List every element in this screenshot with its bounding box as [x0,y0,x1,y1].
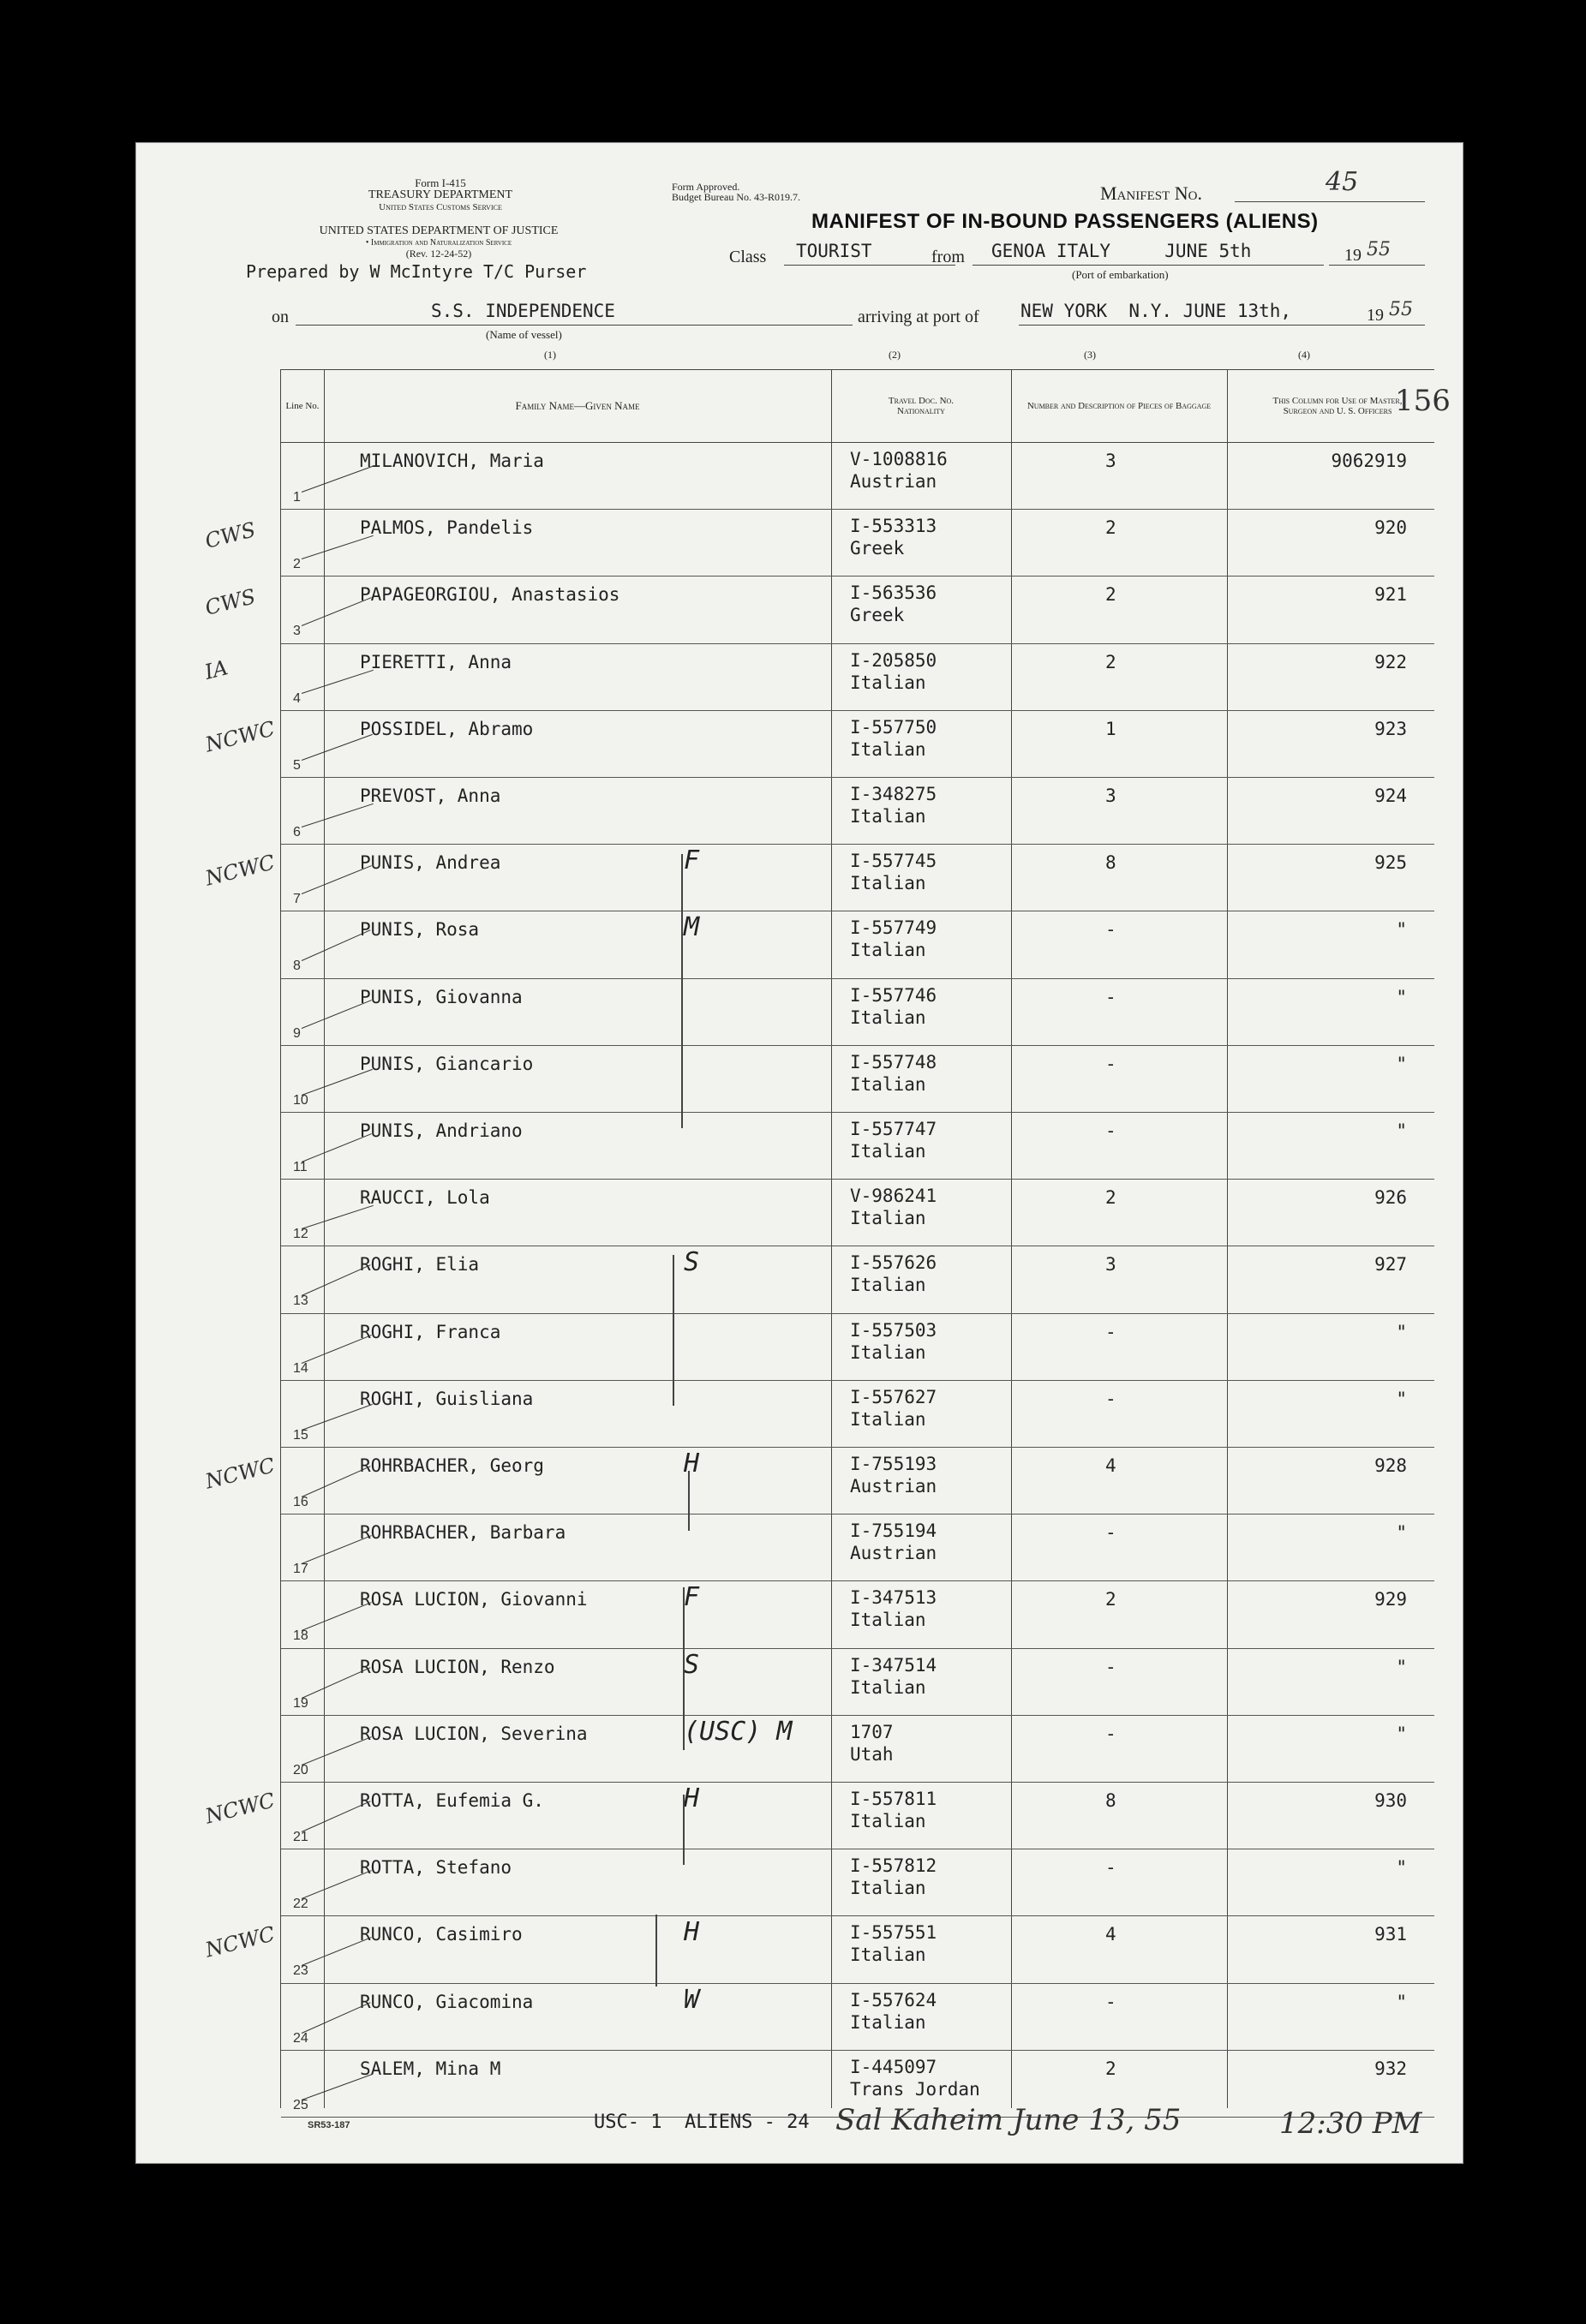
baggage-count: 2 [1105,651,1116,672]
nationality: Italian [850,1275,926,1296]
officer-use-number: 931 [1374,1924,1407,1945]
baggage-count: - [1105,1857,1116,1879]
nationality: Italian [850,2011,926,2033]
baggage-count: 3 [1105,451,1116,471]
manifest-no-label: Manifest No. [1100,182,1202,204]
handwritten-total: 156 [1395,384,1451,418]
travel-doc-number: I-553313 [850,516,937,537]
nationality: Austrian [850,1543,937,1564]
family-relation-mark: W [684,1984,700,2015]
nationality: Italian [850,1408,926,1430]
passenger-name: PUNIS, Giancario [360,1053,534,1074]
line-number: 12 [293,1227,308,1242]
table-row [281,1514,1434,1581]
manifest-no-underline [1235,201,1425,202]
vessel-name: S.S. INDEPENDENCE [431,301,615,321]
passenger-name: ROGHI, Franca [360,1321,501,1342]
footer-signature: Sal Kaheim June 13, 55 [835,2103,1182,2137]
travel-doc-number: I-557626 [850,1252,937,1274]
nationality: Italian [850,1073,926,1095]
on-label: on [272,308,289,326]
officer-use-number: " [1396,1723,1407,1744]
travel-doc-number: I-557812 [850,1855,937,1877]
passenger-table [280,369,1451,2112]
nationality: Italian [850,1208,926,1229]
prepared-by: Prepared by W McIntyre T/C Purser [246,261,587,282]
line-number: 2 [293,557,301,572]
check-tick [302,466,373,493]
travel-doc-number: I-348275 [850,784,937,804]
family-relation-mark: M [684,912,700,943]
check-tick [302,1466,371,1497]
table-row [281,1849,1434,1916]
family-bracket [655,1915,657,1986]
nationality: Italian [850,672,926,693]
line-number: 4 [293,690,301,706]
port-embark-label: (Port of embarkation) [1072,268,1169,281]
ins-service: • Immigration and Naturalization Service [365,238,512,248]
check-tick [302,1404,373,1431]
baggage-count: 4 [1105,1455,1116,1476]
treasury-dept: TREASURY DEPARTMENT [368,188,513,201]
line-number: 10 [293,1092,308,1108]
officer-use-number: 932 [1374,2058,1407,2079]
travel-doc-number: I-445097 [850,2056,937,2077]
baggage-count: 3 [1105,1254,1116,1276]
baggage-count: 1 [1105,718,1116,739]
nationality: Greek [850,538,905,559]
officer-use-number: 9062919 [1331,451,1407,471]
passenger-name: ROGHI, Guisliana [360,1388,534,1409]
officer-use-number: 926 [1374,1187,1407,1209]
check-tick [302,2002,371,2034]
passenger-name: RAUCCI, Lola [360,1187,490,1209]
travel-doc-number: I-557750 [850,716,937,738]
margin-note: CWS [202,584,258,621]
baggage-count: 8 [1105,1790,1116,1811]
officer-use-number: " [1396,1991,1407,2012]
officer-use-number: 924 [1374,786,1407,806]
table-row [281,1380,1434,1448]
travel-doc-number: I-557627 [850,1386,937,1407]
table-row [281,710,1434,778]
check-tick [302,535,374,559]
officer-use-number: " [1396,1053,1407,1074]
passenger-name: RUNCO, Giacomina [360,1991,534,2012]
check-tick [302,734,373,761]
passenger-name: PUNIS, Andrea [360,852,501,874]
baggage-count: - [1105,1656,1116,1677]
table-row [281,643,1434,711]
travel-doc-number: I-557746 [850,984,937,1006]
table-row [281,1715,1434,1783]
baggage-count: - [1105,1388,1116,1409]
manifest-title: MANIFEST OF IN-BOUND PASSENGERS (ALIENS) [811,210,1319,233]
check-tick [302,1667,371,1699]
family-bracket [681,854,683,1128]
table-row [281,978,1434,1046]
arrival-value: NEW YORK N.Y. JUNE 13th, [1020,301,1292,321]
travel-doc-number: I-347514 [850,1654,937,1676]
nationality: Italian [850,1610,926,1631]
passenger-name: ROTTA, Eufemia G. [360,1790,544,1811]
travel-doc-number: I-557551 [850,1922,937,1944]
nationality: Austrian [850,471,937,492]
line-number: 11 [293,1160,308,1174]
travel-doc-number: I-557811 [850,1789,937,1809]
passenger-name: PREVOST, Anna [360,786,501,806]
nationality: Trans Jordan [850,2078,980,2100]
line-number: 7 [293,892,301,907]
class-value: TOURIST [796,241,872,261]
table-row [281,1313,1434,1381]
officer-use-number: " [1396,986,1407,1007]
table-row [281,1045,1434,1113]
travel-doc-number: I-557749 [850,917,937,939]
officer-use-number: 928 [1374,1455,1407,1476]
passenger-name: ROSA LUCION, Giovanni [360,1589,588,1610]
margin-note: NCWC [202,1921,278,1963]
col-1-number: (1) [544,349,556,361]
officer-use-number: 922 [1374,651,1407,672]
baggage-count: - [1105,1321,1116,1342]
check-tick [302,1069,373,1096]
family-relation-mark: H [684,1783,700,1813]
nationality: Greek [850,605,905,626]
check-tick [302,1205,374,1229]
line-number: 19 [293,1695,308,1711]
travel-doc-number: I-755194 [850,1520,937,1542]
check-tick [302,1335,372,1364]
table-row [281,1447,1434,1514]
line-number: 18 [293,1628,308,1644]
vessel-label: (Name of vessel) [486,328,562,341]
officer-use-number: " [1396,1388,1407,1409]
baggage-count: 8 [1105,852,1116,874]
nationality: Italian [850,940,926,961]
col-2-number: (2) [889,349,901,361]
baggage-count: - [1105,1723,1116,1744]
nationality: Italian [850,1141,926,1162]
line-number: 22 [293,1897,308,1912]
passenger-name: ROTTA, Stefano [360,1857,512,1879]
check-tick [302,1801,371,1832]
passenger-name: PUNIS, Giovanna [360,986,523,1007]
baggage-count: 2 [1105,517,1116,539]
family-relation-mark: S [684,1649,700,1680]
nationality: Italian [850,1878,926,1899]
table-row [281,1648,1434,1716]
travel-doc-number: I-205850 [850,649,937,671]
officer-use-number: " [1396,1656,1407,1677]
line-number: 6 [293,825,301,839]
line-number: 13 [293,1293,308,1309]
margin-note: NCWC [202,716,278,757]
baggage-count: - [1105,986,1116,1007]
header-line-no: Line No. [285,401,320,411]
family-relation-mark: H [684,1917,700,1948]
travel-doc-number: I-347513 [850,1587,937,1609]
officer-use-number: 925 [1374,852,1407,874]
check-tick [302,597,372,626]
passenger-name: ROSA LUCION, Renzo [360,1656,555,1677]
officer-use-number: " [1396,1522,1407,1544]
table-header [281,370,1451,443]
check-tick [302,930,371,962]
col-3-number: (3) [1084,349,1096,361]
officer-use-number: 920 [1374,517,1407,539]
baggage-count: - [1105,1522,1116,1544]
travel-doc-number: I-557745 [850,851,937,872]
passenger-name: PUNIS, Rosa [360,919,480,941]
line-number: 3 [293,624,301,639]
baggage-count: 3 [1105,786,1116,806]
travel-doc-number: V-1008816 [850,449,948,469]
revision-date: (Rev. 12-24-52) [405,248,472,260]
year-prefix: 19 [1344,246,1362,265]
table-row [281,1915,1434,1983]
passenger-name: PALMOS, Pandelis [360,517,534,539]
officer-use-number: 923 [1374,718,1407,739]
line-number: 21 [293,1830,308,1844]
year-value: 55 [1367,239,1391,260]
arrival-underline [1019,325,1425,326]
travel-doc-number: 1707 [850,1721,894,1742]
footer-time: 12:30 PM [1279,2106,1422,2141]
family-bracket [683,1795,685,1865]
check-tick [302,865,372,894]
year-underline [1329,265,1425,266]
table-row [281,1983,1434,2051]
from-value: GENOA ITALY JUNE 5th [991,241,1252,261]
table-row [281,576,1434,643]
arrival-year-prefix: 19 [1367,306,1384,325]
family-bracket [688,1471,690,1531]
table-row [281,442,1434,510]
baggage-count: - [1105,1991,1116,2012]
check-tick [302,1133,372,1162]
check-tick [302,669,374,693]
line-number: 8 [293,959,301,974]
header-officers-use: This Column for Use of Master, Surgeon and U. S. Officers [1272,396,1403,416]
header-baggage: Number and Description of Pieces of Baggage [1026,401,1212,411]
arrival-year-value: 55 [1389,299,1413,320]
check-tick [302,804,374,827]
passenger-name: ROHRBACHER, Georg [360,1455,544,1476]
line-number: 20 [293,1762,308,1777]
passenger-name: ROHRBACHER, Barbara [360,1522,566,1544]
check-tick [302,1937,372,1966]
table-row [281,911,1434,978]
nationality: Austrian [850,1476,937,1497]
family-relation-mark: S [684,1247,700,1278]
nationality: Italian [850,806,926,827]
manifest-number: 45 [1326,167,1359,197]
customs-service: United States Customs Service [379,202,502,212]
line-number: 17 [293,1562,308,1577]
from-label: from [931,248,965,266]
baggage-count: - [1105,1120,1116,1141]
table-row [281,1580,1434,1648]
family-relation-mark: F [684,845,700,876]
nationality: Italian [850,1007,926,1028]
family-relation-mark: H [684,1449,700,1479]
baggage-count: 2 [1105,1589,1116,1610]
justice-dept: UNITED STATES DEPARTMENT OF JUSTICE [319,224,559,237]
margin-note: NCWC [202,850,278,891]
line-number: 25 [293,2097,308,2112]
margin-note: NCWC [202,1453,278,1494]
line-number: 5 [293,757,301,773]
passenger-name: PAPAGEORGIOU, Anastasios [360,584,620,606]
header-travel-doc: Travel Doc. No. Nationality [888,396,955,416]
officer-use-number: 927 [1374,1254,1407,1276]
passenger-name: MILANOVICH, Maria [360,451,544,471]
nationality: Italian [850,1811,926,1831]
line-number: 14 [293,1360,308,1376]
officer-use-number: 930 [1374,1790,1407,1811]
margin-note: NCWC [202,1788,278,1829]
family-bracket [673,1255,674,1406]
passenger-name: ROSA LUCION, Severina [360,1723,588,1744]
passenger-name: POSSIDEL, Abramo [360,718,534,739]
baggage-count: 2 [1105,1187,1116,1209]
form-approved: Form Approved. [672,181,740,193]
margin-note: CWS [202,517,258,553]
travel-doc-number: I-755193 [850,1454,937,1474]
family-bracket [683,1587,685,1750]
arriving-label: arriving at port of [858,308,979,326]
travel-doc-number: I-557747 [850,1119,937,1139]
officer-use-number: " [1396,1857,1407,1879]
class-label: Class [729,248,767,266]
check-tick [302,1265,371,1297]
manifest-page [135,142,1463,2164]
baggage-count: - [1105,919,1116,941]
vessel-underline [296,325,853,326]
passenger-name: SALEM, Mina M [360,2058,501,2079]
line-number: 1 [293,490,301,505]
col-4-number: (4) [1298,349,1310,361]
check-tick [302,1000,372,1029]
table-row [281,1782,1434,1849]
officer-use-number: " [1396,1120,1407,1141]
officer-use-number: 921 [1374,584,1407,606]
budget-bureau: Budget Bureau No. 43-R019.7. [672,191,800,203]
form-number: Form I-415 [415,176,466,189]
officer-use-number: 929 [1374,1589,1407,1610]
nationality: Italian [850,738,926,760]
travel-doc-number: I-557748 [850,1051,937,1072]
line-number: 16 [293,1495,308,1509]
passenger-name: ROGHI, Elia [360,1254,480,1276]
baggage-count: 2 [1105,2058,1116,2079]
check-tick [302,1870,372,1899]
nationality: Italian [850,1341,926,1363]
line-number: 15 [293,1427,308,1443]
family-relation-mark: F [684,1582,700,1613]
header-name: Family Name—Given Name [515,399,640,412]
table-row [281,1179,1434,1246]
baggage-count: - [1105,1053,1116,1074]
table-row [281,1246,1434,1313]
table-row [281,844,1434,911]
check-tick [302,1535,372,1564]
table-row [281,1112,1434,1180]
family-relation-mark: (USC) M [684,1716,793,1747]
margin-note: IA [202,654,230,684]
table-row [281,509,1434,577]
form-code: SR53-187 [308,2120,350,2130]
table-row [281,777,1434,845]
check-tick [302,2074,373,2100]
nationality: Italian [850,1676,926,1698]
travel-doc-number: I-563536 [850,582,937,604]
check-tick [302,1736,372,1765]
class-underline [784,265,955,266]
baggage-count: 4 [1105,1924,1116,1945]
check-tick [302,1602,372,1631]
travel-doc-number: I-557624 [850,1989,937,2010]
footer-typed: USC- 1 ALIENS - 24 [594,2112,810,2133]
passenger-name: PUNIS, Andriano [360,1120,523,1141]
passenger-name: RUNCO, Casimiro [360,1924,523,1945]
travel-doc-number: V-986241 [850,1186,937,1207]
passenger-name: PIERETTI, Anna [360,651,512,672]
baggage-count: 2 [1105,584,1116,606]
nationality: Utah [850,1743,894,1765]
line-number: 24 [293,2030,308,2046]
officer-use-number: " [1396,1321,1407,1342]
nationality: Italian [850,1945,926,1966]
from-underline [973,265,1324,266]
nationality: Italian [850,873,926,894]
travel-doc-number: I-557503 [850,1319,937,1341]
line-number: 9 [293,1025,301,1041]
line-number: 23 [293,1963,308,1979]
officer-use-number: " [1396,919,1407,941]
